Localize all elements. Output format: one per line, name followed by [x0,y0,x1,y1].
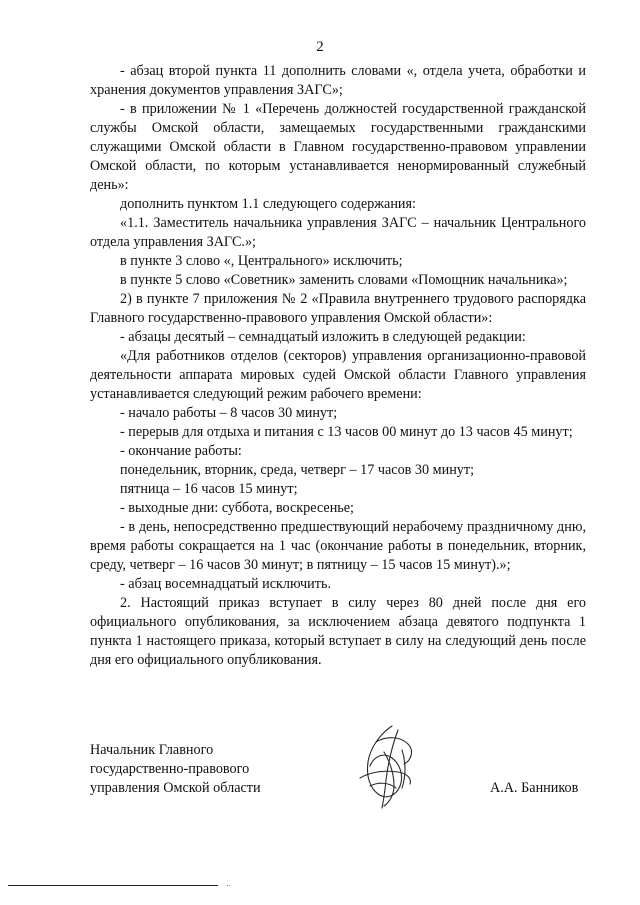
paragraph: в пункте 3 слово «, Центрального» исключить; [120,253,403,269]
document-body [90,62,586,670]
paragraph: «Для работников отделов (секторов) управления организационно-правовой деятельности аппарата мировых судей Омской области Главного управления устанавливается следующий режим рабочего времени: [90,348,586,402]
paragraph: в пункте 5 слово «Советник» заменить словами «Помощник начальника»; [120,272,568,288]
paragraph: - начало работы – 8 часов 30 минут; [120,405,338,421]
paragraph: дополнить пунктом 1.1 следующего содержания: [120,196,416,212]
paragraph: - в приложении № 1 «Перечень должностей государственной гражданской службы Омской области, замещаемых государственными гражданскими служащими Омской области в Главном государственно-правовом управлении Омской области, по которым устанавливается ненормированный служебный день»: [90,101,586,193]
paragraph: 2) в пункте 7 приложения № 2 «Правила внутреннего трудового распорядка Главного государственно-правового управления Омской области»: [90,291,586,326]
paragraph: - перерыв для отдыха и питания с 13 часов 00 минут до 13 часов 45 минут; [120,424,573,440]
paragraph: - абзац восемнадцатый исключить. [120,576,331,592]
handwritten-signature [340,722,430,812]
paragraph: - выходные дни: суббота, воскресенье; [120,500,354,516]
signatory-position-line: Начальник Главного [90,742,214,758]
paragraph: - абзацы десятый – семнадцатый изложить в следующей редакции: [120,329,526,345]
paragraph: понедельник, вторник, среда, четверг – 17 часов 30 минут; [120,462,475,478]
footer-marks: .. [226,879,232,888]
paragraph: - в день, непосредственно предшествующий нерабочему праздничному дню, время работы сокращается на 1 час (окончание работы в понедельник, вторник, среду, четверг – 16 часов 30 минут; в пятницу – 15 часов 15 минут).»; [90,519,586,573]
paragraph: «1.1. Заместитель начальника управления ЗАГС – начальник Центрального отдела управления ЗАГС.»; [90,215,586,250]
paragraph: пятница – 16 часов 15 минут; [120,481,298,497]
paragraph: - окончание работы: [120,443,242,459]
signatory-position [90,741,310,798]
footer-divider [8,885,218,886]
signatory-position-line: управления Омской области [90,780,261,796]
signatory-position-line: государственно-правового [90,761,250,777]
paragraph: 2. Настоящий приказ вступает в силу через 80 дней после дня его официального опубликования, за исключением абзаца девятого подпункта 1 пункта 1 настоящего приказа, который вступает в силу на следующий день после дня его официального опубликования. [90,595,586,668]
paragraph: - абзац второй пункта 11 дополнить словами «, отдела учета, обработки и хранения документов управления ЗАГС»; [90,63,586,98]
signatory-name: А.А. Банников [490,780,579,796]
page-number: 2 [316,39,324,55]
